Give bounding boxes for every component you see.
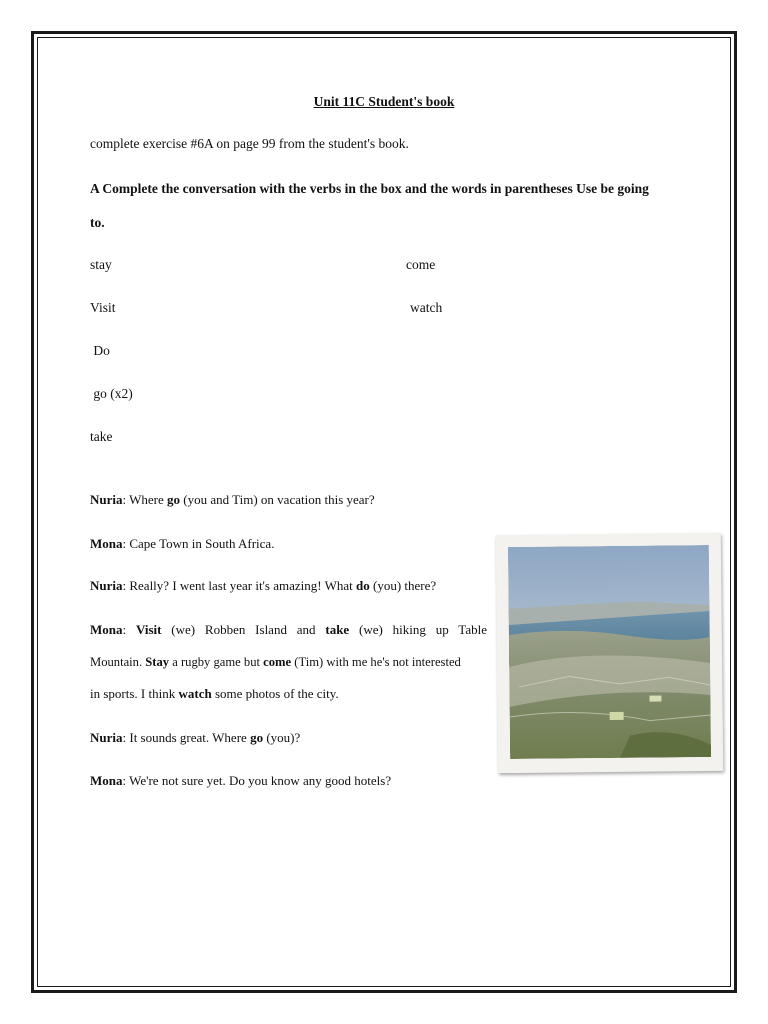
verb-item: watch (410, 300, 443, 315)
dialogue-text: Mountain. (90, 655, 146, 669)
speaker-name: Nuria (90, 492, 123, 507)
dialogue-text: : Cape Town in South Africa. (122, 536, 275, 551)
dialogue-verb: come (263, 655, 292, 669)
verb-item: go (x2) (90, 386, 133, 401)
dialogue-verb: do (356, 578, 370, 593)
dialogue-line (90, 622, 487, 638)
dialogue-verb: go (167, 492, 181, 507)
dialogue-verb: Stay (145, 655, 170, 669)
dialogue-line (90, 730, 487, 746)
dialogue-verb: watch (178, 686, 212, 701)
dialogue-text: (you)? (263, 730, 301, 745)
dialogue-verb: go (250, 730, 264, 745)
dialogue-text: some photos of the city. (211, 686, 339, 701)
verb-item: Do (90, 343, 110, 358)
exercise-heading-continued: to. (90, 215, 105, 230)
dialogue-text: a rugby game but (169, 655, 264, 669)
verb-item: come (406, 257, 436, 272)
dialogue-verb: take (325, 622, 350, 637)
speaker-name: Mona (90, 622, 123, 637)
dialogue-line (90, 492, 487, 508)
dialogue-line (90, 536, 487, 552)
speaker-name: Mona (90, 773, 123, 788)
exercise-heading: A Complete the conversation with the verbs in the box and the words in parentheses Use be going (90, 181, 649, 196)
dialogue-text: : It sounds great. Where (122, 730, 251, 745)
dialogue-text: (Tim) with me he's not interested (291, 655, 461, 669)
dialogue-line (90, 578, 487, 594)
dialogue-verb: Visit (135, 622, 162, 637)
dialogue-text: : Where (122, 492, 168, 507)
dialogue-text: (we) hiking up Table (349, 622, 487, 637)
cape-town-photo (496, 533, 723, 773)
dialogue-line (90, 773, 487, 789)
dialogue-text: (you and Tim) on vacation this year? (180, 492, 375, 507)
speaker-name: Mona (90, 536, 123, 551)
dialogue-text: : (122, 622, 136, 637)
verb-item: take (90, 429, 113, 444)
page-title: Unit 11C Student's book (313, 94, 455, 109)
dialogue-line (90, 654, 487, 670)
dialogue-text: : Really? I went last year it's amazing! What (122, 578, 356, 593)
instruction-text: complete exercise #6A on page 99 from the student's book. (90, 136, 409, 151)
aerial-city-photo-icon (508, 545, 711, 759)
verb-item: Visit (90, 300, 116, 315)
dialogue-text: : We're not sure yet. Do you know any good hotels? (122, 773, 392, 788)
dialogue-text: (you) there? (369, 578, 437, 593)
speaker-name: Nuria (90, 578, 123, 593)
dialogue-text: in sports. I think (90, 686, 179, 701)
dialogue-text: (we) Robben Island and (161, 622, 326, 637)
page-border-inner (37, 37, 731, 987)
dialogue-line (90, 686, 487, 702)
speaker-name: Nuria (90, 730, 123, 745)
verb-item: stay (90, 257, 112, 272)
